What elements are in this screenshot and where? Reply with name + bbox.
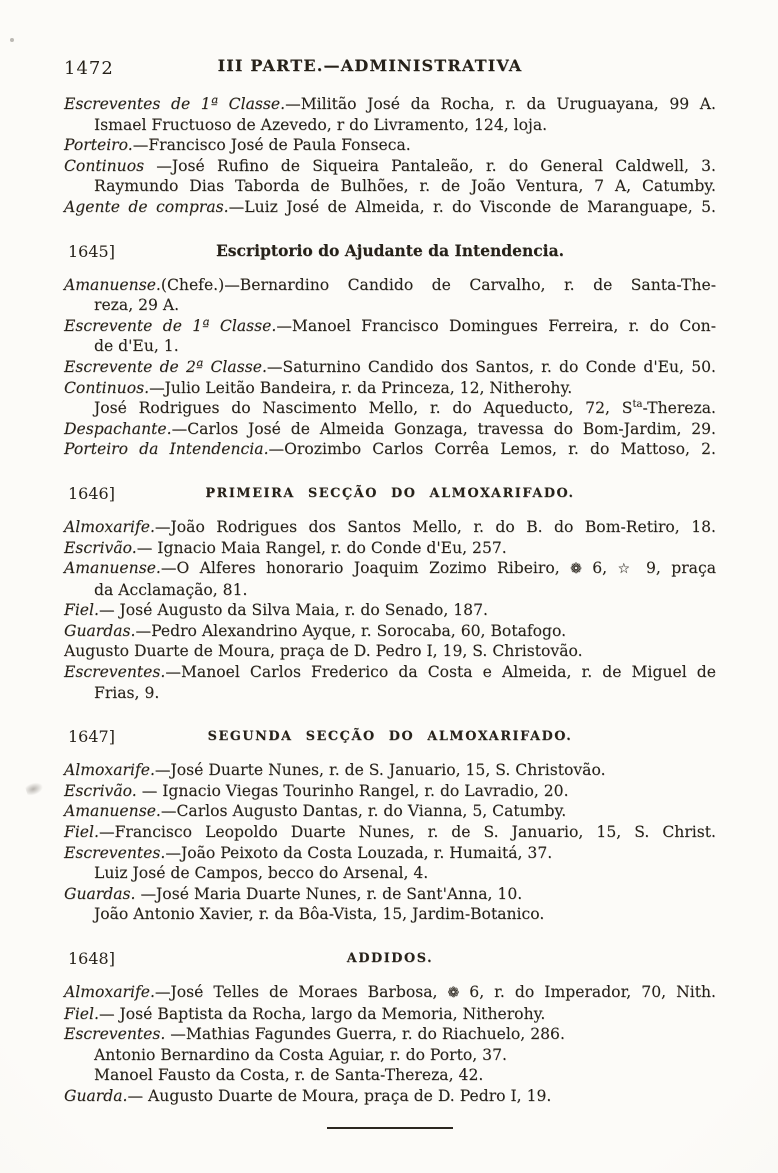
section-heading-row: [64, 241, 716, 263]
entry-text: —Mathias Fagundes Guerra, r. do Riachuelo, 286.: [165, 1025, 565, 1044]
entry-line: [64, 600, 716, 621]
section-id: 1646]: [68, 483, 115, 503]
entry-line: [64, 580, 716, 601]
entry-text: José Rodrigues do Nascimento Mello, r. do Aqueducto, 72, S: [94, 399, 633, 418]
role-label: Fiel.: [64, 601, 99, 620]
entry-line: [64, 822, 716, 843]
role-label: Escrevente de 1ª Classe.: [64, 316, 277, 335]
section-heading: PRIMEIRA SECÇÃO DO ALMOXARIFADO.: [205, 485, 575, 501]
role-label: Escreventes de 1ª Classe.: [64, 95, 286, 113]
section-heading-row: [64, 483, 716, 505]
section-heading: SEGUNDA SECÇÃO DO ALMOXARIFADO.: [207, 729, 573, 745]
role-label: Amanuense.: [64, 275, 161, 294]
entry-line: [64, 1045, 716, 1066]
entry-text: (Chefe.)—Bernardino Candido de Carvalho, r. de Santa-The-: [160, 275, 716, 294]
entry-line: [64, 398, 716, 419]
role-label: Escrivão.: [64, 538, 137, 557]
entry-text: Frias, 9.: [94, 683, 160, 702]
role-label: Escreventes.: [64, 843, 166, 862]
entry-text: —Carlos José de Almeida Gonzaga, travessa do Bom-Jardim, 29.: [171, 419, 716, 438]
entry-line: [64, 197, 716, 218]
decoration-rosette-icon: ❁: [447, 985, 460, 1001]
section-id: 1648]: [68, 949, 115, 968]
role-label: Guardas.: [64, 884, 136, 903]
entry-text: — Ignacio Viegas Tourinho Rangel, r. do Lavradio, 20.: [136, 781, 569, 800]
role-label: Fiel.: [64, 1004, 99, 1023]
entry-line: [64, 517, 716, 538]
role-label: Amanuense.: [64, 802, 161, 821]
role-label: Guardas.: [64, 621, 136, 640]
entry-line: [64, 662, 716, 683]
entry-text: —Saturnino Candido dos Santos, r. do Conde d'Eu, 50.: [266, 357, 716, 376]
entry-line: [64, 558, 716, 580]
entry-text: de d'Eu, 1.: [94, 337, 179, 356]
entry-text: -Thereza.: [642, 399, 716, 418]
footer-rule: [327, 1127, 453, 1129]
role-label: Amanuense.: [64, 559, 161, 578]
entry-text: ta: [632, 398, 643, 410]
entry-text: —Francisco Leopoldo Duarte Nunes, r. de S. Januario, 15, S. Christ.: [98, 823, 716, 842]
entry-line: [64, 982, 716, 1004]
section-heading: ADDIDOS.: [346, 951, 434, 966]
section-id: 1645]: [68, 241, 115, 261]
entry-text: Augusto Duarte de Moura, praça de D. Pedro I, 19, S. Christovão.: [64, 642, 583, 661]
entry-text: —Manoel Francisco Domingues Ferreira, r. do Con-: [276, 316, 716, 335]
entry-line: [64, 115, 716, 136]
entry-line: [64, 904, 716, 925]
entry-text: —Luiz José de Almeida, r. do Visconde de Maranguape, 5.: [228, 197, 716, 216]
entry-line: [64, 357, 716, 378]
entry-line: [64, 94, 716, 115]
entry-line: [64, 884, 716, 905]
entry-text: João Antonio Xavier, r. da Bôa-Vista, 15, Jardim-Botanico.: [94, 905, 545, 924]
entry-line: [64, 378, 716, 399]
entry-line: [64, 1086, 716, 1107]
role-label: Despachante.: [64, 419, 172, 438]
entry-line: [64, 1004, 716, 1025]
entry-line: [64, 295, 716, 316]
entry-line: [64, 760, 716, 781]
entry-text: —Francisco José de Paula Fonseca.: [132, 136, 411, 155]
decoration-star-icon: ☆: [617, 561, 636, 578]
entry-line: [64, 843, 716, 864]
role-label: Almoxarife.: [64, 517, 155, 536]
entry-text: 6, r. do Imperador, 70, Nith.: [459, 983, 717, 1001]
entry-line: [64, 538, 716, 559]
role-label: Guarda.: [64, 1086, 128, 1105]
entry-text: —José Telles de Moraes Barbosa,: [154, 983, 448, 1001]
entry-line: [64, 336, 716, 357]
entry-text: Luiz José de Campos, becco do Arsenal, 4.: [94, 864, 429, 883]
entry-line: [64, 419, 716, 440]
entry-line: [64, 641, 716, 662]
role-label: Continuos: [64, 156, 145, 175]
entry-text: — José Baptista da Rocha, largo da Memoria, Nitherohy.: [98, 1004, 546, 1023]
role-label: Escreventes.: [64, 663, 166, 682]
section-id: 1647]: [68, 727, 115, 747]
entry-text: da Acclamação, 81.: [94, 580, 248, 599]
entry-text: —Julio Leitão Bandeira, r. da Princeza, 12, Nitherohy.: [149, 378, 573, 397]
scan-speck: [10, 38, 14, 42]
entry-text: Ismael Fructuoso de Azevedo, r do Livramento, 124, loja.: [94, 115, 548, 134]
entry-text: reza, 29 A.: [94, 296, 180, 315]
page-title: III PARTE.—ADMINISTRATIVA: [217, 56, 523, 75]
entry-text: —José Rufino de Siqueira Pantaleão, r. do General Caldwell, 3.: [144, 156, 716, 175]
entry-line: [64, 439, 716, 460]
entry-line: [64, 156, 716, 177]
entry-text: — Augusto Duarte de Moura, praça de D. Pedro I, 19.: [127, 1086, 552, 1105]
role-label: Escrevente de 2ª Classe.: [64, 357, 267, 376]
role-label: Agente de compras.: [64, 197, 229, 216]
role-label: Escreventes.: [64, 1025, 166, 1044]
entry-text: —Pedro Alexandrino Ayque, r. Sorocaba, 60, Botafogo.: [135, 621, 567, 640]
entry-line: [64, 1024, 716, 1045]
role-label: Fiel.: [64, 823, 99, 842]
section-heading-row: [64, 726, 716, 748]
page-header: [64, 56, 716, 80]
entry-text: —Manoel Carlos Frederico da Costa e Almeida, r. de Miguel de: [165, 663, 716, 682]
entry-line: [64, 316, 716, 337]
role-label: Almoxarife.: [64, 983, 155, 1001]
entry-text: 9, praça: [635, 559, 716, 578]
page-number: 1472: [64, 58, 114, 79]
entry-text: Manoel Fausto da Costa, r. de Santa-Thereza, 42.: [94, 1066, 484, 1085]
entry-text: Raymundo Dias Taborda de Bulhões, r. de João Ventura, 7 A, Catumby.: [94, 177, 716, 196]
role-label: Porteiro da Intendencia.: [64, 440, 269, 459]
entry-text: — Ignacio Maia Rangel, r. do Conde d'Eu, 257.: [136, 538, 507, 557]
entry-text: —José Maria Duarte Nunes, r. de Sant'Anna, 10.: [135, 884, 523, 903]
entry-line: [64, 781, 716, 802]
role-label: Escrivão.: [64, 781, 137, 800]
entry-text: Antonio Bernardino da Costa Aguiar, r. do Porto, 37.: [94, 1045, 507, 1064]
section-heading: Escriptorio do Ajudante da Intendencia.: [215, 240, 565, 260]
role-label: Almoxarife.: [64, 761, 155, 780]
entry-line: [64, 863, 716, 884]
entry-text: —Carlos Augusto Dantas, r. do Vianna, 5, Catumby.: [160, 802, 567, 821]
scan-smudge: [24, 780, 45, 798]
entry-text: —João Rodrigues dos Santos Mello, r. do B. do Bom-Retiro, 18.: [154, 517, 716, 536]
entry-line: [64, 176, 716, 197]
entry-text: —José Duarte Nunes, r. de S. Januario, 15, S. Christovão.: [154, 761, 606, 780]
entry-line: [64, 801, 716, 822]
role-label: Continuos.: [64, 378, 150, 397]
entry-text: — José Augusto da Silva Maia, r. do Senado, 187.: [98, 601, 488, 620]
entry-line: [64, 621, 716, 642]
section-heading-row: [64, 948, 716, 970]
role-label: Porteiro.: [64, 136, 133, 155]
entry-line: [64, 275, 716, 296]
entry-line: [64, 683, 716, 704]
document-body: [64, 94, 716, 1107]
entry-text: 6,: [581, 559, 618, 578]
entry-text: —João Peixoto da Costa Louzada, r. Humaitá, 37.: [165, 843, 553, 862]
entry-text: —O Alferes honorario Joaquim Zozimo Ribeiro,: [160, 559, 571, 578]
decoration-rosette-icon: ❁: [570, 561, 582, 578]
entry-text: —Militão José da Rocha, r. da Uruguayana, 99 A.: [285, 95, 716, 113]
entry-text: —Orozimbo Carlos Corrêa Lemos, r. do Mattoso, 2.: [268, 440, 716, 459]
entry-line: [64, 135, 716, 156]
entry-line: [64, 1065, 716, 1086]
